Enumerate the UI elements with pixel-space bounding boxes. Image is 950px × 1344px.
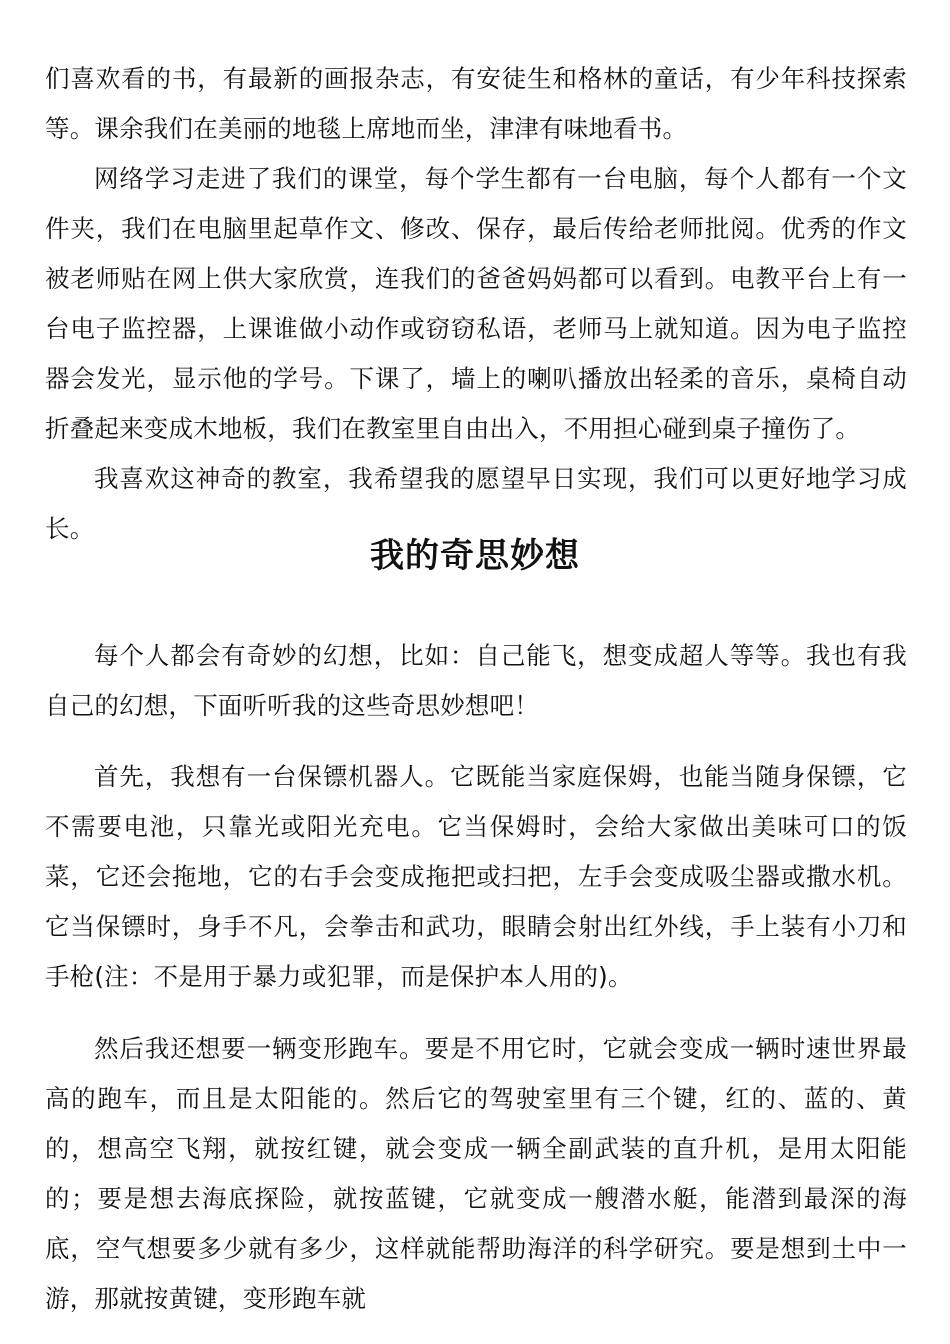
paragraph-intro: 每个人都会有奇妙的幻想，比如：自己能飞，想变成超人等等。我也有我自己的幻想，下面听听我的这些奇思妙想吧！ xyxy=(45,641,907,720)
paragraph-library-continuation: 们喜欢看的书，有最新的画报杂志，有安徒生和格林的童话，有少年科技探索等。课余我们在美丽的地毯上席地而坐，津津有味地看书。 xyxy=(45,64,907,143)
paragraph-wish-conclusion: 我喜欢这神奇的教室，我希望我的愿望早日实现，我们可以更好地学习成长。 xyxy=(45,464,907,543)
paragraph-robot: 首先，我想有一台保镖机器人。它既能当家庭保姆，也能当随身保镖，它不需要电池，只靠光或阳光充电。它当保姆时，会给大家做出美味可口的饭菜，它还会拖地，它的右手会变成拖把或扫把，左手会变成吸尘器或撒水机。它当保镖时，身手不凡，会拳击和武功，眼睛会射出红外线，手上装有小刀和手枪(注：不是用于暴力或犯罪，而是保护本人用的)。 xyxy=(45,762,907,991)
paragraph-transforming-car: 然后我还想要一辆变形跑车。要是不用它时，它就会变成一辆时速世界最高的跑车，而且是太阳能的。然后它的驾驶室里有三个键，红的、蓝的、黄的，想高空飞翔，就按红键，就会变成一辆全副武装的直升机，是用太阳能的；要是想去海底探险，就按蓝键，它就变成一艘潜水艇，能潜到最深的海底，空气想要多少就有多少，这样就能帮助海洋的科学研究。要是想到土中一游，那就按黄键，变形跑车就 xyxy=(45,1034,907,1313)
essay-title: 我的奇思妙想 xyxy=(370,536,580,576)
paragraph-online-learning: 网络学习走进了我们的课堂，每个学生都有一台电脑，每个人都有一个文件夹，我们在电脑里起草作文、修改、保存，最后传给老师批阅。优秀的作文被老师贴在网上供大家欣赏，连我们的爸爸妈妈都可以看到。电教平台上有一台电子监控器，上课谁做小动作或窃窃私语，老师马上就知道。因为电子监控器会发光，显示他的学号。下课了，墙上的喇叭播放出轻柔的音乐，桌椅自动折叠起来变成木地板，我们在教室里自由出入，不用担心碰到桌子撞伤了。 xyxy=(45,164,907,443)
